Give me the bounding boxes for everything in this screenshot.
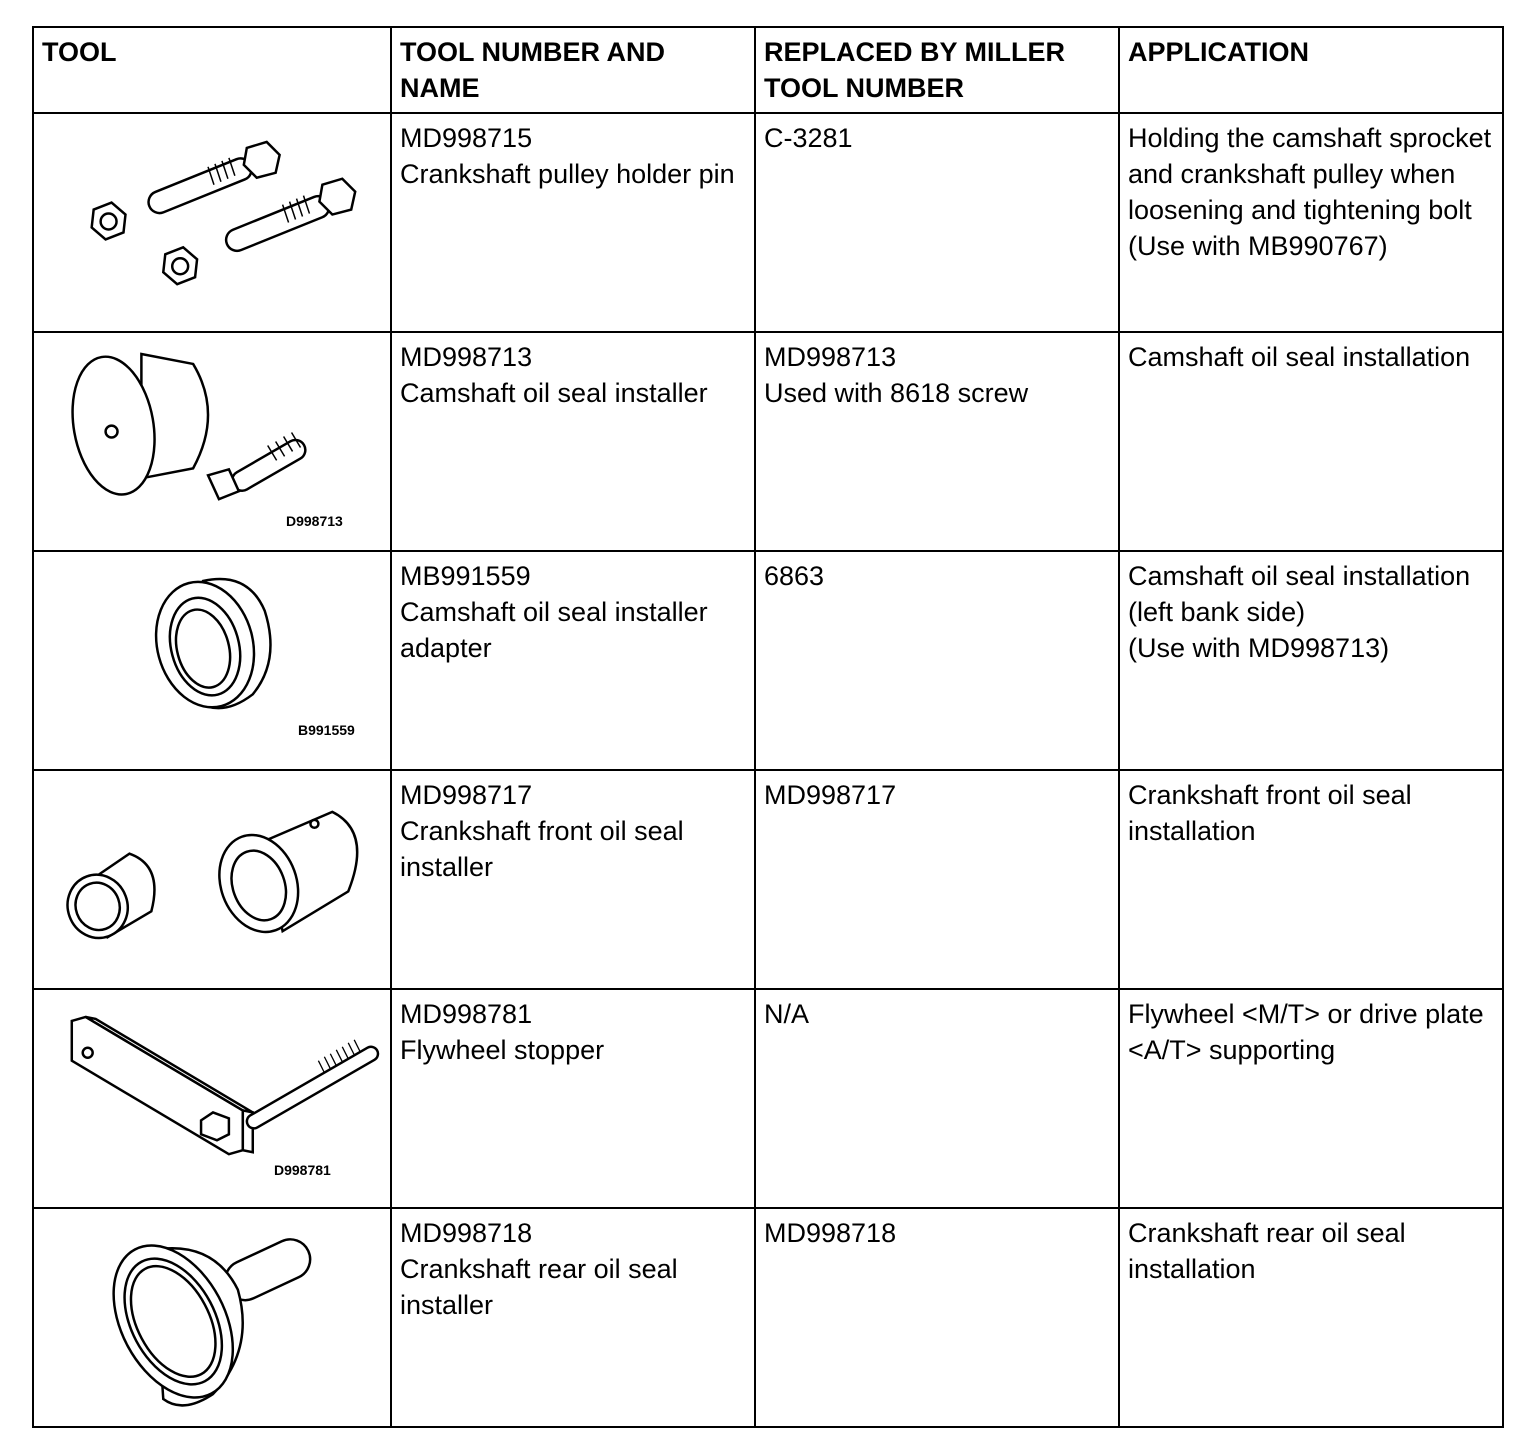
application-cell (1119, 332, 1503, 551)
application-cell (1119, 113, 1503, 332)
tool-caption: D998781 (274, 1162, 331, 1178)
replaced-by-number: MD998717 (764, 780, 897, 810)
tool-name: Flywheel stopper (400, 1035, 605, 1065)
tool-number-cell (391, 332, 755, 551)
application-text: Crankshaft rear oil seal installation (1128, 1218, 1406, 1284)
tool-name: Crankshaft front oil seal installer (400, 816, 684, 882)
tool-number: MB991559 (400, 561, 531, 591)
header-tool-number: TOOL NUMBER AND NAME (391, 27, 755, 113)
tool-name: Camshaft oil seal installer (400, 378, 708, 408)
tool-number-cell (391, 989, 755, 1208)
application-cell (1119, 989, 1503, 1208)
replaced-by-number: MD998713 (764, 342, 897, 372)
table-row (33, 1208, 1503, 1427)
application-text: Camshaft oil seal installation (left bank side) (1128, 561, 1471, 627)
application-cell (1119, 1208, 1503, 1427)
tool-caption: B991559 (298, 722, 355, 738)
replaced-by-number: C-3281 (764, 123, 853, 153)
tool-number-cell (391, 770, 755, 989)
tool-number-cell (391, 113, 755, 332)
header-row (33, 27, 1503, 113)
tool-number: MD998717 (400, 780, 533, 810)
table-row (33, 332, 1503, 551)
flywheel-stopper-icon (34, 990, 390, 1207)
replaced-by-cell (755, 332, 1119, 551)
tool-number: MD998713 (400, 342, 533, 372)
table-row (33, 770, 1503, 989)
replaced-by-cell (755, 113, 1119, 332)
application-text: Crankshaft front oil seal installation (1128, 780, 1412, 846)
tool-image-cell (33, 113, 391, 332)
header-tool: TOOL (33, 27, 391, 113)
rear-oil-seal-installer-icon (34, 1209, 390, 1426)
header-replaced-by: REPLACED BY MILLER TOOL NUMBER (755, 27, 1119, 113)
tool-image-cell (33, 1208, 391, 1427)
tool-caption: D998713 (286, 513, 343, 529)
replaced-by-note: Used with 8618 screw (764, 378, 1029, 408)
tool-number: MD998715 (400, 123, 533, 153)
tool-number: MD998718 (400, 1218, 533, 1248)
front-oil-seal-installer-icon (34, 771, 390, 988)
application-note: (Use with MD998713) (1128, 633, 1390, 663)
replaced-by-cell (755, 551, 1119, 770)
header-application: APPLICATION (1119, 27, 1503, 113)
application-text: Flywheel <M/T> or drive plate <A/T> supporting (1128, 999, 1484, 1065)
tool-number-cell (391, 1208, 755, 1427)
table-row (33, 113, 1503, 332)
application-cell (1119, 770, 1503, 989)
table-row (33, 551, 1503, 770)
replaced-by-number: MD998718 (764, 1218, 897, 1248)
application-cell (1119, 551, 1503, 770)
application-text: Camshaft oil seal installation (1128, 342, 1471, 372)
replaced-by-cell (755, 989, 1119, 1208)
replaced-by-cell (755, 1208, 1119, 1427)
application-text: Holding the camshaft sprocket and crankshaft pulley when loosening and tightening bolt (1128, 123, 1492, 225)
pulley-holder-pin-icon (34, 114, 390, 331)
application-note: (Use with MB990767) (1128, 231, 1388, 261)
replaced-by-number: N/A (764, 999, 810, 1029)
replaced-by-number: 6863 (764, 561, 825, 591)
tool-name: Crankshaft rear oil seal installer (400, 1254, 678, 1320)
tool-image-cell (33, 989, 391, 1208)
replaced-by-cell (755, 770, 1119, 989)
tool-number: MD998781 (400, 999, 533, 1029)
tool-image-cell (33, 770, 391, 989)
tool-name: Camshaft oil seal installer adapter (400, 597, 708, 663)
table-row (33, 989, 1503, 1208)
tool-image-cell (33, 332, 391, 551)
tool-number-cell (391, 551, 755, 770)
tool-name: Crankshaft pulley holder pin (400, 159, 735, 189)
tool-image-cell (33, 551, 391, 770)
special-tools-table (32, 26, 1504, 1428)
